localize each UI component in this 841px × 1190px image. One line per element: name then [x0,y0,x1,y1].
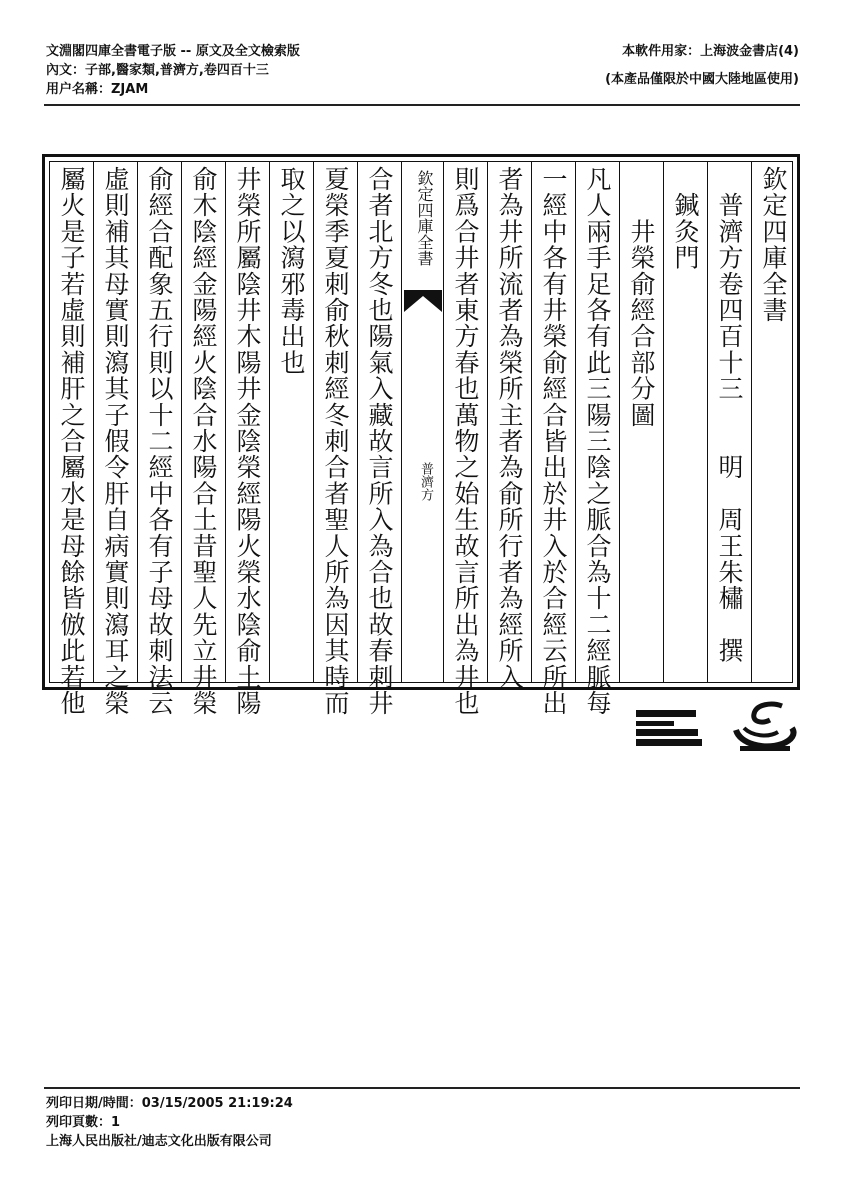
header-edition: 文淵閣四庫全書電子版 -- 原文及全文檢索版 [46,44,300,59]
text-column: 凡人兩手足各有此三陽三陰之脈合為十二經脈每 [583,166,612,717]
text-column: 合者北方冬也陽氣入藏故言所入為合也故春刺井 [365,166,394,717]
text-column: 井榮俞經合部分圖 [627,166,656,428]
text-column: 一經中各有井榮俞經合皆出於井入於合經云所出 [539,166,568,717]
text-column: 夏榮季夏刺俞秋刺經冬刺合者聖人所為因其時而 [321,166,350,717]
header-rule [44,104,800,106]
footer [46,1094,293,1151]
text-column: 俞木陰經金陽經火陰合水陽合土昔聖人先立井榮 [189,166,218,717]
header-username: 用户名稱：ZJAM [46,82,149,97]
text-column: 則爲合井者東方春也萬物之始生故言所出為井也 [451,166,480,717]
header-licensee: 本軟件用家：上海波金書店(4) [622,44,799,59]
text-column: 俞經合配象五行則以十二經中各有子母故刺法云 [145,166,174,717]
center-book-name: 普濟方 [418,462,433,501]
fishtail-mark-icon [404,290,442,312]
text-column: 屬火是子若虛則補肝之合屬水是母餘皆倣此若他 [57,166,86,717]
header-region-notice: (本產品僅限於中國大陸地區使用) [605,72,799,87]
publisher-logo-icon [632,700,802,756]
text-column: 欽定四庫全書 [759,166,788,324]
footer-page-count: 列印頁數：1 [46,1115,121,1130]
center-title: 欽定四庫全書 [415,170,434,266]
text-page-frame [42,154,800,717]
center-fold-column [402,162,444,682]
text-column: 者為井所流者為榮所主者為俞所行者為經所入 [495,166,524,690]
text-column: 取之以瀉邪毒出也 [277,166,306,376]
header-right [605,42,799,89]
text-page [49,161,793,717]
footer-print-datetime: 列印日期/時間：03/15/2005 21:19:24 [46,1096,293,1111]
header-left [46,42,300,99]
footer-publisher: 上海人民出版社/迪志文化出版有限公司 [46,1134,272,1149]
footer-rule [44,1087,800,1089]
header-content-path: 內文：子部,醫家類,普濟方,卷四百十三 [46,63,269,78]
text-column: 井榮所屬陰井木陽井金陰榮經陽火榮水陰俞土陽 [233,166,262,717]
text-column: 虛則補其母實則瀉其子假令肝自病實則瀉耳之榮 [101,166,130,717]
text-column: 鍼灸門 [671,166,700,271]
text-column: 普濟方卷四百十三 明 周王朱橚 撰 [715,166,744,664]
